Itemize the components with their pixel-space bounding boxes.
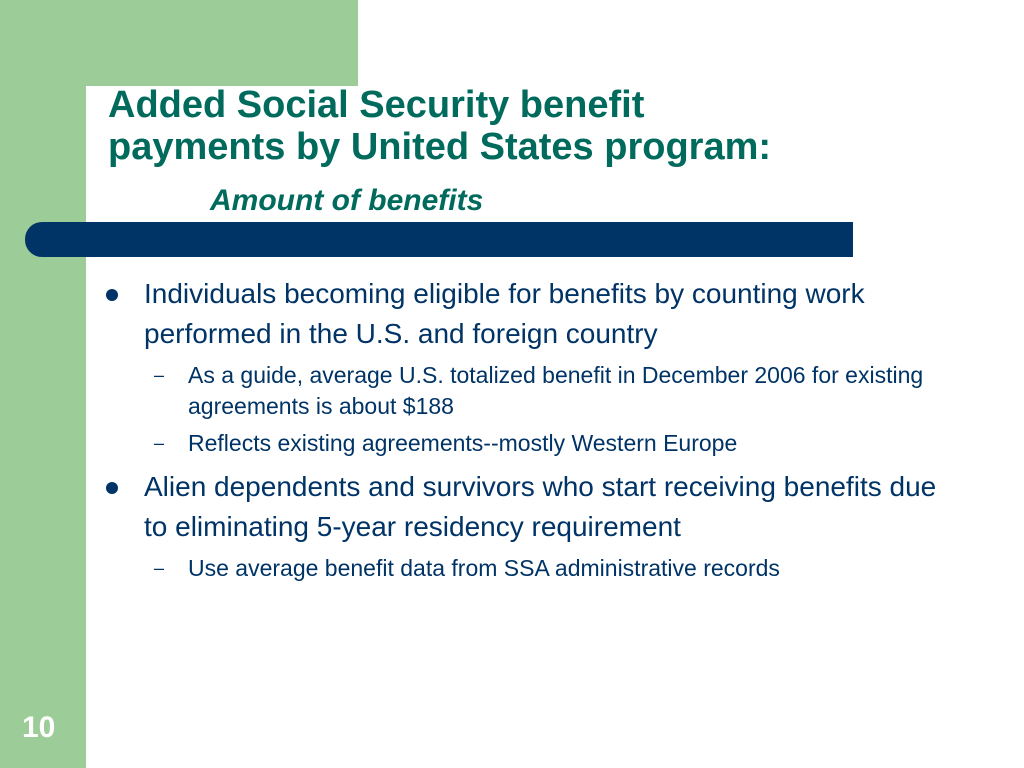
left-green-band <box>0 0 86 768</box>
slide-title <box>108 84 968 168</box>
dash-icon: – <box>154 433 165 453</box>
bullet-item-1 <box>100 274 960 459</box>
sub-bullet-text: Reflects existing agreements--mostly Western Europe <box>188 430 738 456</box>
title-line-1: Added Social Security benefit <box>108 84 645 126</box>
sub-bullet-text: As a guide, average U.S. totalized benefit in December 2006 for existing agreements is about $188 <box>188 362 924 419</box>
sub-bullet-item <box>144 553 960 584</box>
bullet-text: Individuals becoming eligible for benefits by counting work performed in the U.S. and foreign country <box>144 278 865 349</box>
bullet-dot-icon <box>106 482 118 494</box>
bullet-item-2 <box>100 467 960 584</box>
dash-icon: – <box>154 365 165 385</box>
sub-bullet-item <box>144 360 960 422</box>
sub-bullet-list <box>144 553 960 584</box>
dash-icon: – <box>154 558 165 578</box>
title-line-2: payments by United States program: <box>108 126 772 168</box>
bullet-list <box>100 274 960 592</box>
sub-bullet-text: Use average benefit data from SSA administrative records <box>188 555 780 581</box>
slide-subtitle: Amount of benefits <box>210 184 484 217</box>
sub-bullet-list <box>144 360 960 459</box>
bullet-dot-icon <box>106 289 118 301</box>
slide-number: 10 <box>22 711 56 744</box>
top-green-block <box>0 0 358 86</box>
bullet-text: Alien dependents and survivors who start receiving benefits due to eliminating 5-year residency requirement <box>144 471 937 542</box>
sub-bullet-item <box>144 428 960 459</box>
title-divider-bar <box>25 222 853 257</box>
